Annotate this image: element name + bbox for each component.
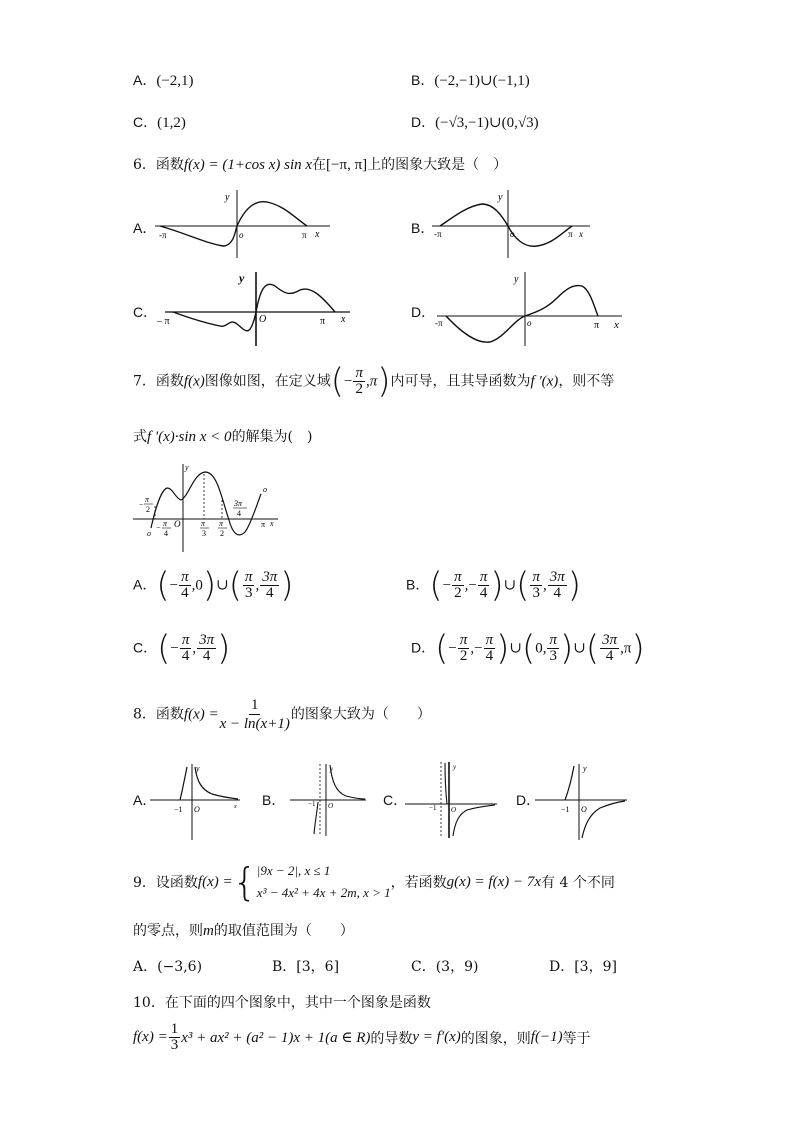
q6a-neg-pi: -π: [159, 230, 167, 240]
q8-graph-d[interactable]: [535, 762, 630, 842]
svg-text:−1: −1: [561, 805, 570, 814]
svg-text:π: π: [145, 495, 150, 504]
q6-graph-c[interactable]: [155, 268, 355, 348]
q8-stem: 8．函数f(x) = $\frac{1}{x - \ln(x+1)}$ 的图象大致为（ ）: [133, 697, 431, 732]
svg-text:4: 4: [237, 509, 241, 518]
q6b-neg-pi: -π: [434, 229, 442, 239]
svg-text:o: o: [147, 529, 151, 538]
q6a-origin: o: [239, 230, 244, 240]
q6d-pi: π: [594, 320, 600, 331]
svg-text:y: y: [196, 764, 200, 773]
q6d-neg-pi: -π: [435, 318, 443, 328]
q8-graph-a[interactable]: [150, 762, 245, 842]
svg-text:π: π: [163, 519, 168, 528]
svg-text:O: O: [328, 802, 334, 810]
q6b-origin: o: [510, 229, 515, 239]
q6d-x: x: [614, 319, 619, 331]
q6c-x: x: [341, 314, 346, 325]
svg-text:O: O: [194, 805, 200, 814]
q6-graph-d[interactable]: [432, 268, 627, 348]
q10-stem-line2: f(x) = $\frac{1}{3}$ x³ + ax² + (a² − 1)x + 1(a ∈ R) 的导数 y = f′(x) 的图象，则 f(−1) 等于: [133, 1021, 591, 1053]
q8-option-c-label[interactable]: C．: [383, 792, 408, 808]
svg-text:y: y: [330, 765, 334, 773]
q6d-y: y: [514, 274, 519, 285]
svg-text:x: x: [270, 519, 274, 528]
svg-text:y: y: [583, 764, 587, 773]
q7-stem-line1: 7．函数f(x)图像如图，在定义域(− $\frac{\pi}{2}$ ,π)内可导，且其导函数为f '(x)，则不等: [133, 361, 615, 402]
q9-case2: x³ − 4x² + 4x + 2m, x > 1: [256, 885, 391, 900]
svg-text:3π: 3π: [234, 499, 243, 508]
q6-option-c-label[interactable]: C．: [133, 304, 158, 320]
q5-option-b[interactable]: B．(−2,−1)∪(−1,1): [411, 72, 530, 89]
q9-option-a[interactable]: A．(−3,6): [133, 959, 203, 975]
svg-text:π: π: [201, 519, 206, 528]
q9-option-b[interactable]: B．[3，6]: [272, 959, 340, 975]
q9-option-c[interactable]: C．(3，9): [411, 959, 479, 975]
q6c-pi: π: [320, 316, 326, 327]
q10-stem-line1: 10．在下面的四个图象中，其中一个图象是函数: [133, 995, 431, 1011]
svg-text:2: 2: [220, 529, 224, 538]
q6-option-b-label[interactable]: B．: [411, 220, 435, 236]
svg-text:4: 4: [164, 529, 168, 538]
q6c-neg-pi: – π: [157, 316, 170, 327]
q8-option-a-label[interactable]: A．: [133, 792, 157, 808]
q6c-origin: O: [259, 314, 267, 325]
q7-option-a[interactable]: A．(− $\frac{\pi}{4}$ ,0)∪( $\frac{\pi}{3}$ , $\frac{3\pi}{4}$ ): [133, 565, 294, 606]
q6-graph-b[interactable]: [432, 188, 592, 258]
q8-graph-b[interactable]: [290, 762, 370, 837]
svg-text:x: x: [234, 804, 237, 810]
q6a-x: x: [315, 229, 320, 240]
q6-option-a-label[interactable]: A．: [133, 220, 157, 236]
q6-graph-a[interactable]: [155, 188, 330, 258]
q6b-y: y: [498, 192, 503, 203]
q6-stem: 6．函数f(x) = (1+cos x) sin x在[−π, π]上的图象大致是（ ）: [133, 157, 508, 173]
svg-text:O: O: [451, 806, 457, 814]
q7-option-d[interactable]: D．(− $\frac{\pi}{2}$ ,− $\frac{\pi}{4}$ )∪(0, $\frac{\pi}{3}$ )∪( $\frac{3\pi}{4}$ ,π): [411, 628, 645, 669]
svg-text:y: y: [453, 763, 457, 771]
svg-text:O: O: [581, 805, 587, 814]
svg-text:π: π: [261, 520, 266, 529]
q8-option-d-label[interactable]: D．: [516, 792, 541, 808]
q6-option-d-label[interactable]: D．: [411, 304, 436, 320]
svg-text:−1: −1: [429, 804, 437, 812]
svg-text:y: y: [185, 463, 189, 472]
q9-stem: 9．设函数 f(x) = { |9x − 2|, x ≤ 1 x³ − 4x² + 4x + 2m, x > 1 ，若函数 g(x) = f(x) − 7x 有 4 个不同: [133, 860, 615, 904]
svg-text:−1: −1: [174, 805, 183, 814]
q6a-y: y: [225, 192, 230, 203]
svg-text:2: 2: [146, 505, 150, 514]
q6b-x: x: [579, 229, 583, 239]
q7-stem-line2: 式f '(x)·sin x < 0的解集为( ): [133, 429, 313, 445]
q5-option-d[interactable]: D．(−√3,−1)∪(0,√3): [411, 114, 539, 131]
q9-case1: |9x − 2|, x ≤ 1: [256, 863, 331, 878]
svg-text:3: 3: [202, 529, 206, 538]
q9-option-d[interactable]: D．[3，9]: [549, 959, 617, 975]
svg-text:−: −: [139, 500, 144, 509]
q8-graph-c[interactable]: [405, 760, 500, 840]
q7-option-c[interactable]: C．(− $\frac{\pi}{4}$ , $\frac{3\pi}{4}$ ): [133, 628, 231, 669]
svg-text:−1: −1: [308, 800, 316, 808]
svg-text:π: π: [219, 519, 224, 528]
q7-graph: [133, 460, 283, 555]
q6d-origin: o: [527, 318, 532, 328]
q8-option-b-label[interactable]: B．: [262, 792, 286, 808]
q6a-pi: π: [302, 230, 307, 240]
q5-option-c[interactable]: C．(1,2): [133, 114, 186, 131]
q6c-y: y: [239, 271, 245, 285]
q9-stem-line2: 的零点，则m的取值范围为（ ）: [133, 923, 354, 939]
svg-text:o: o: [263, 485, 267, 494]
svg-text:O: O: [174, 519, 181, 529]
q7-option-b[interactable]: B．(− $\frac{\pi}{2}$ ,− $\frac{\pi}{4}$ )∪( $\frac{\pi}{3}$ , $\frac{3\pi}{4}$ ): [406, 565, 581, 606]
q5-option-a[interactable]: A．(−2,1): [133, 72, 194, 89]
q6b-pi: π: [568, 229, 573, 239]
svg-text:−: −: [156, 523, 161, 532]
